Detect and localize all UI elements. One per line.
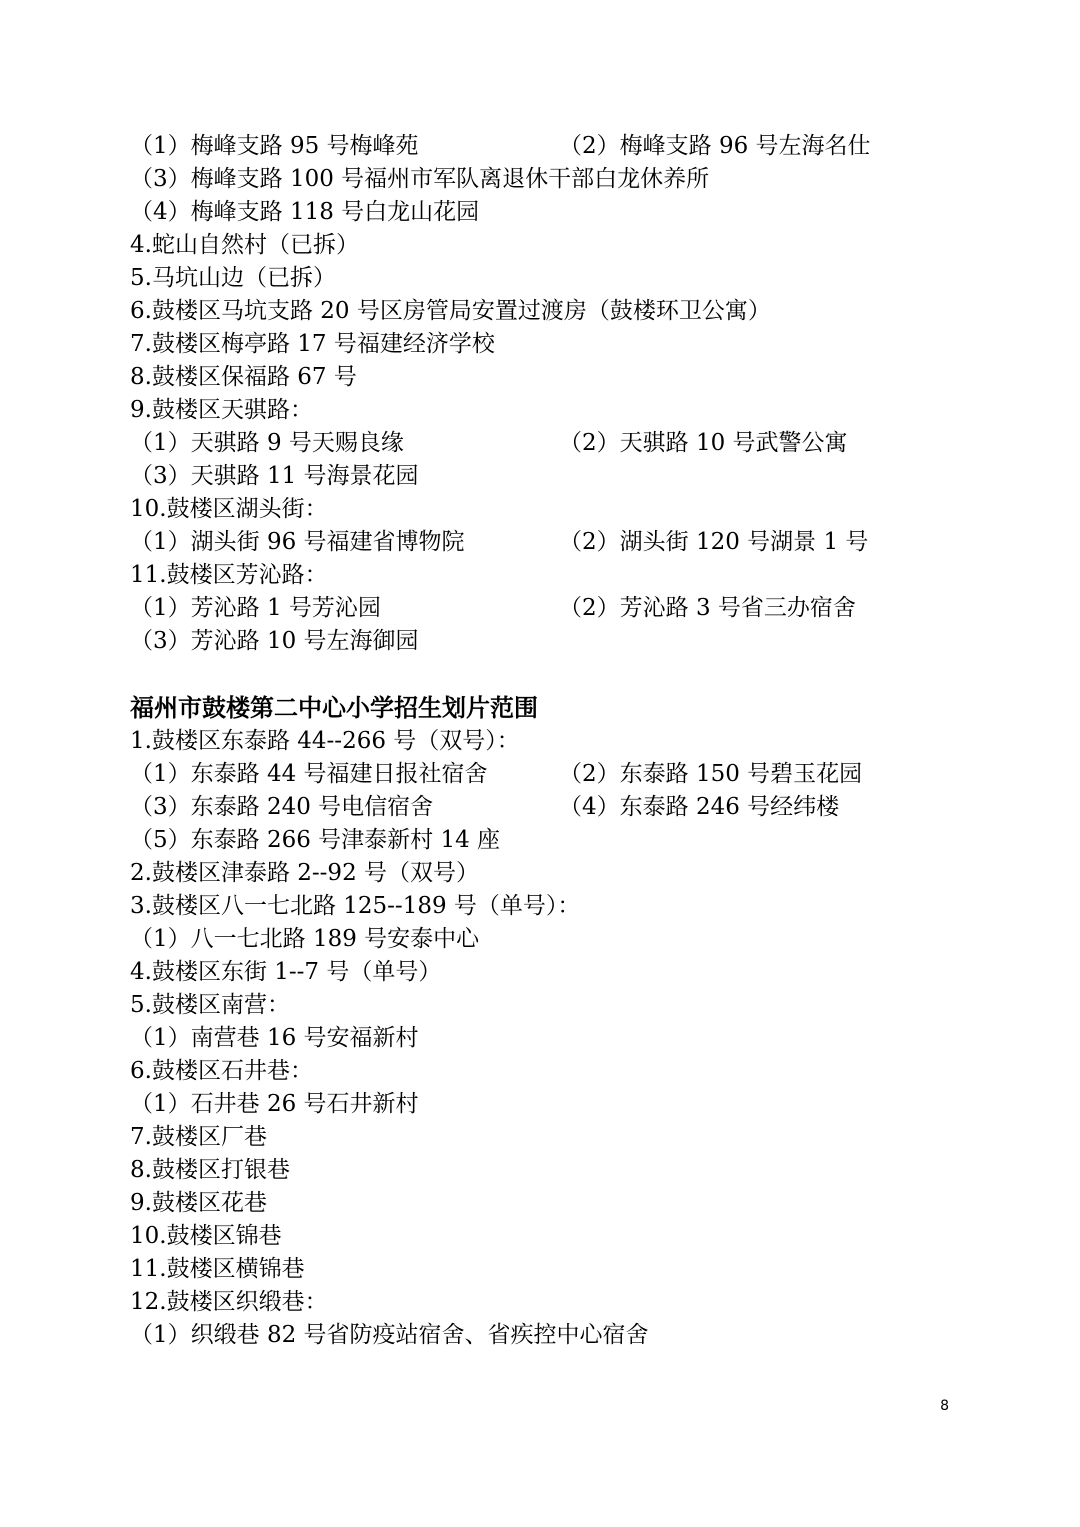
list-item-text: （1）湖头街 96 号福建省博物院: [130, 529, 465, 555]
list-item: [130, 130, 930, 163]
list-item-text: （1）天骐路 9 号天赐良缘: [130, 430, 404, 456]
list-item-text: （1）梅峰支路 95 号梅峰苑: [130, 133, 419, 159]
section-spacer: [130, 658, 930, 691]
list-item-text: （3）东泰路 240 号电信宿舍: [130, 794, 434, 820]
list-item: （4）梅峰支路 118 号白龙山花园: [130, 199, 480, 225]
list-item-text: （2）东泰路 150 号碧玉花园: [559, 761, 863, 787]
list-item-text: （2）湖头街 120 号湖景 1 号: [559, 529, 869, 555]
list-item-text: （2）天骐路 10 号武警公寓: [559, 430, 848, 456]
list-item-text: （4）东泰路 246 号经纬楼: [559, 794, 840, 820]
list-item-text: （1）芳沁路 1 号芳沁园: [130, 595, 381, 621]
section-heading: 福州市鼓楼第二中心小学招生划片范围: [130, 694, 538, 722]
document-body: [130, 130, 930, 1352]
section-school-two: [130, 691, 930, 1352]
list-item-text: （1）东泰路 44 号福建日报社宿舍: [130, 761, 488, 787]
list-item: [130, 427, 930, 460]
list-item-text: （2）芳沁路 3 号省三办宿舍: [559, 595, 856, 621]
list-item: [130, 758, 930, 791]
list-item: 3.鼓楼区八一七北路 125--189 号（单号）：: [130, 893, 581, 919]
list-item: （5）东泰路 266 号津泰新村 14 座: [130, 827, 501, 853]
list-item: （1）八一七北路 189 号安泰中心: [130, 926, 480, 952]
list-item: 2.鼓楼区津泰路 2--92 号（双号）: [130, 860, 480, 886]
list-item: 8.鼓楼区保福路 67 号: [130, 364, 357, 390]
list-item: （1）石井巷 26 号石井新村: [130, 1091, 419, 1117]
list-item: 9.鼓楼区天骐路：: [130, 397, 313, 423]
list-item: （3）天骐路 11 号海景花园: [130, 463, 419, 489]
list-item: 4.蛇山自然村（已拆）: [130, 232, 359, 258]
list-item: 5.鼓楼区南营：: [130, 992, 290, 1018]
list-item: [130, 791, 930, 824]
list-item: 5.马坑山边（已拆）: [130, 265, 336, 291]
list-item: 11.鼓楼区横锦巷: [130, 1256, 305, 1282]
page-number: 8: [940, 1398, 949, 1414]
list-item: 9.鼓楼区花巷: [130, 1190, 267, 1216]
list-item: 10.鼓楼区湖头街：: [130, 496, 328, 522]
section-list-continued: [130, 130, 930, 658]
list-item: 6.鼓楼区石井巷：: [130, 1058, 313, 1084]
list-item-text: （2）梅峰支路 96 号左海名仕: [559, 133, 871, 159]
list-item: 12.鼓楼区织缎巷：: [130, 1289, 328, 1315]
list-item: （1）南营巷 16 号安福新村: [130, 1025, 419, 1051]
list-item: 8.鼓楼区打银巷: [130, 1157, 290, 1183]
list-item: 7.鼓楼区厂巷: [130, 1124, 267, 1150]
list-item: 7.鼓楼区梅亭路 17 号福建经济学校: [130, 331, 495, 357]
list-item: 1.鼓楼区东泰路 44--266 号（双号）：: [130, 728, 520, 754]
list-item: 4.鼓楼区东街 1--7 号（单号）: [130, 959, 442, 985]
list-item: （3）芳沁路 10 号左海御园: [130, 628, 419, 654]
list-item: 11.鼓楼区芳沁路：: [130, 562, 328, 588]
list-item: 6.鼓楼区马坑支路 20 号区房管局安置过渡房（鼓楼环卫公寓）: [130, 298, 771, 324]
list-item: （3）梅峰支路 100 号福州市军队离退休干部白龙休养所: [130, 166, 710, 192]
list-item: 10.鼓楼区锦巷: [130, 1223, 282, 1249]
list-item: [130, 592, 930, 625]
list-item: [130, 526, 930, 559]
list-item: （1）织缎巷 82 号省防疫站宿舍、省疾控中心宿舍: [130, 1322, 649, 1348]
